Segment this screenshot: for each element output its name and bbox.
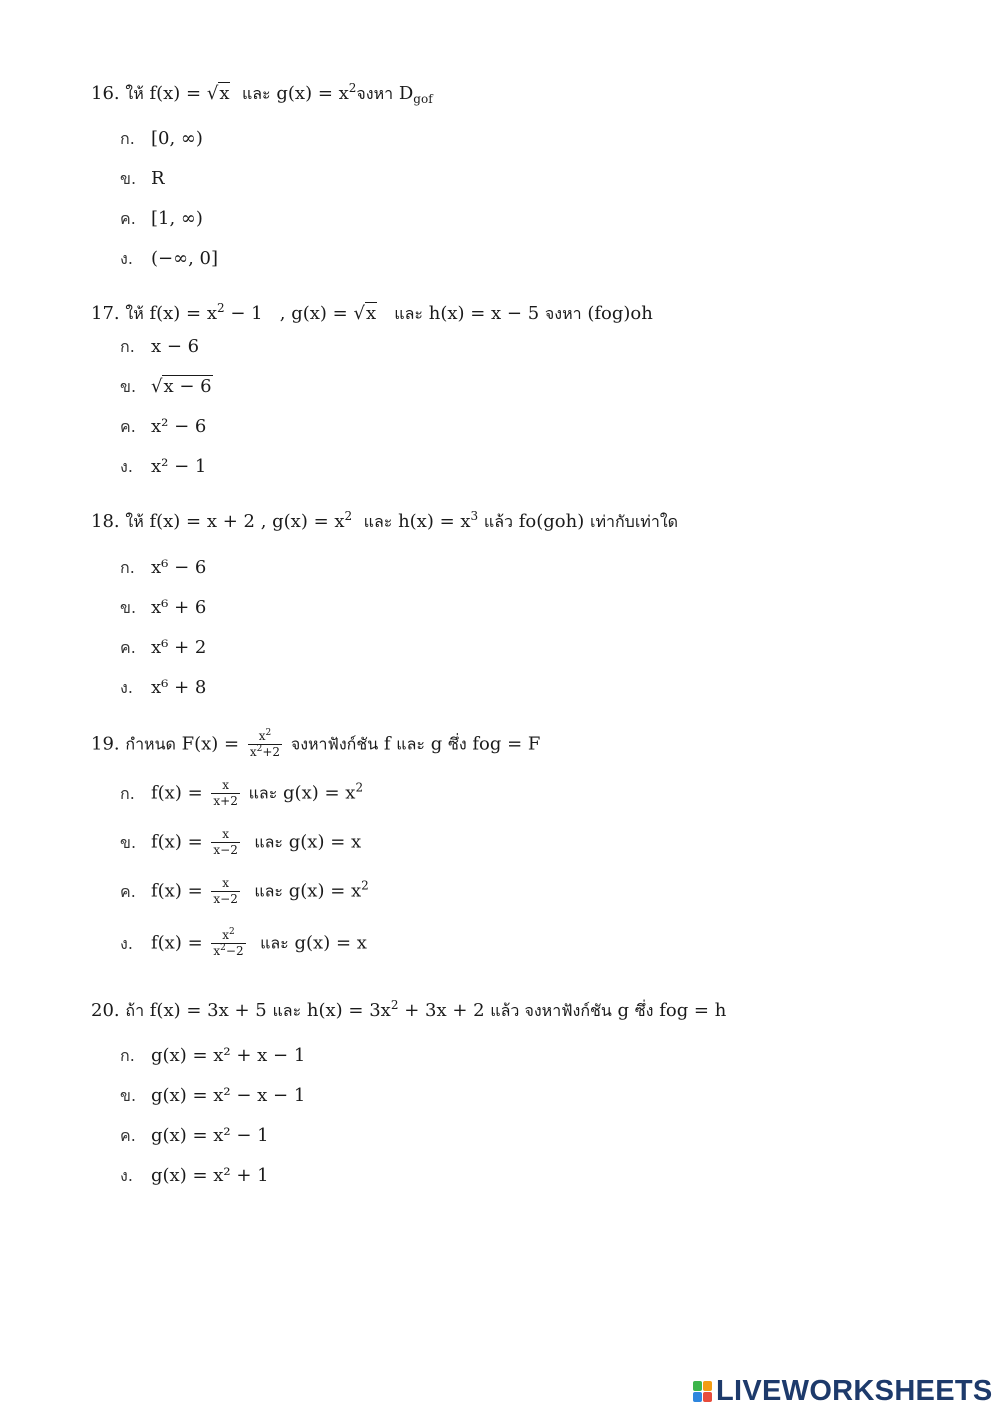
- option-20-d[interactable]: ง. g(x) = x² + 1: [120, 1165, 269, 1186]
- fraction: $\frac{x^2}{x^2-2}$: [213, 927, 244, 958]
- question-number: 20.: [91, 1000, 120, 1021]
- option-20-c[interactable]: ค. g(x) = x² − 1: [120, 1125, 269, 1146]
- option-20-b[interactable]: ข. g(x) = x² − x − 1: [120, 1085, 306, 1106]
- option-18-b[interactable]: ข. x⁶ + 6: [120, 597, 207, 618]
- option-17-b[interactable]: ข. √x − 6: [120, 376, 212, 397]
- fraction: $\frac{x^2}{x^2+2}$: [249, 728, 281, 759]
- watermark-text: LIVEWORKSHEETS: [716, 1374, 993, 1407]
- question-17: 17. ให้ $f(x) = x^2 - 1$ , g(x) = √x และ h(x) = x − 5 จงหา (fog)oh: [91, 301, 653, 324]
- liveworksheets-logo: [693, 1376, 993, 1406]
- option-17-a[interactable]: ก. x − 6: [120, 336, 200, 357]
- option-19-b[interactable]: ข. f(x) = $\frac{x}{x-2}$ และ g(x) = x: [120, 827, 362, 857]
- question-18: 18. ให้ f(x) = x + 2 , $g(x) = x^2$ และ $h(x) = x^3$ แล้ว fo(goh) เท่ากับเท่าใด: [91, 509, 679, 532]
- question-number: 17.: [91, 303, 120, 324]
- question-19: 19. กำหนด F(x) = $\frac{x^2}{x^2+2}$ จงหาฟังก์ชัน f และ g ซึ่ง fog = F: [91, 728, 541, 759]
- option-19-c[interactable]: ค. f(x) = $\frac{x}{x-2}$ และ $g(x) = x^2$: [120, 876, 369, 906]
- option-16-c[interactable]: ค. [1, ∞): [120, 208, 203, 229]
- option-19-d[interactable]: ง. f(x) = $\frac{x^2}{x^2-2}$ และ g(x) = x: [120, 927, 367, 958]
- question-number: 16.: [91, 83, 120, 104]
- liveworksheets-icon: [693, 1379, 713, 1403]
- option-18-a[interactable]: ก. x⁶ − 6: [120, 557, 207, 578]
- question-number: 19.: [91, 733, 120, 755]
- fraction: $\frac{x}{x-2}$: [213, 827, 238, 857]
- option-18-c[interactable]: ค. x⁶ + 2: [120, 637, 207, 658]
- fraction: $\frac{x}{x+2}$: [213, 778, 238, 808]
- fraction: $\frac{x}{x-2}$: [213, 876, 238, 906]
- question-number: 18.: [91, 511, 120, 532]
- option-16-d[interactable]: ง. (−∞, 0]: [120, 248, 219, 269]
- option-18-d[interactable]: ง. x⁶ + 8: [120, 677, 207, 698]
- option-16-a[interactable]: ก. [0, ∞): [120, 128, 203, 149]
- option-17-d[interactable]: ง. x² − 1: [120, 456, 207, 477]
- option-17-c[interactable]: ค. x² − 6: [120, 416, 207, 437]
- option-16-b[interactable]: ข. R: [120, 168, 165, 189]
- option-19-a[interactable]: ก. f(x) = $\frac{x}{x+2}$ และ $g(x) = x^2$: [120, 778, 364, 808]
- option-20-a[interactable]: ก. g(x) = x² + x − 1: [120, 1045, 306, 1066]
- question-16: 16. ให้ f(x) = √x และ $g(x) = x^2$จงหา $D_{gof}$: [91, 81, 433, 106]
- question-20: 20. ถ้า f(x) = 3x + 5 และ $h(x) = 3x^2 + 3x + 2$ แล้ว จงหาฟังก์ชัน g ซึ่ง fog = h: [91, 998, 727, 1021]
